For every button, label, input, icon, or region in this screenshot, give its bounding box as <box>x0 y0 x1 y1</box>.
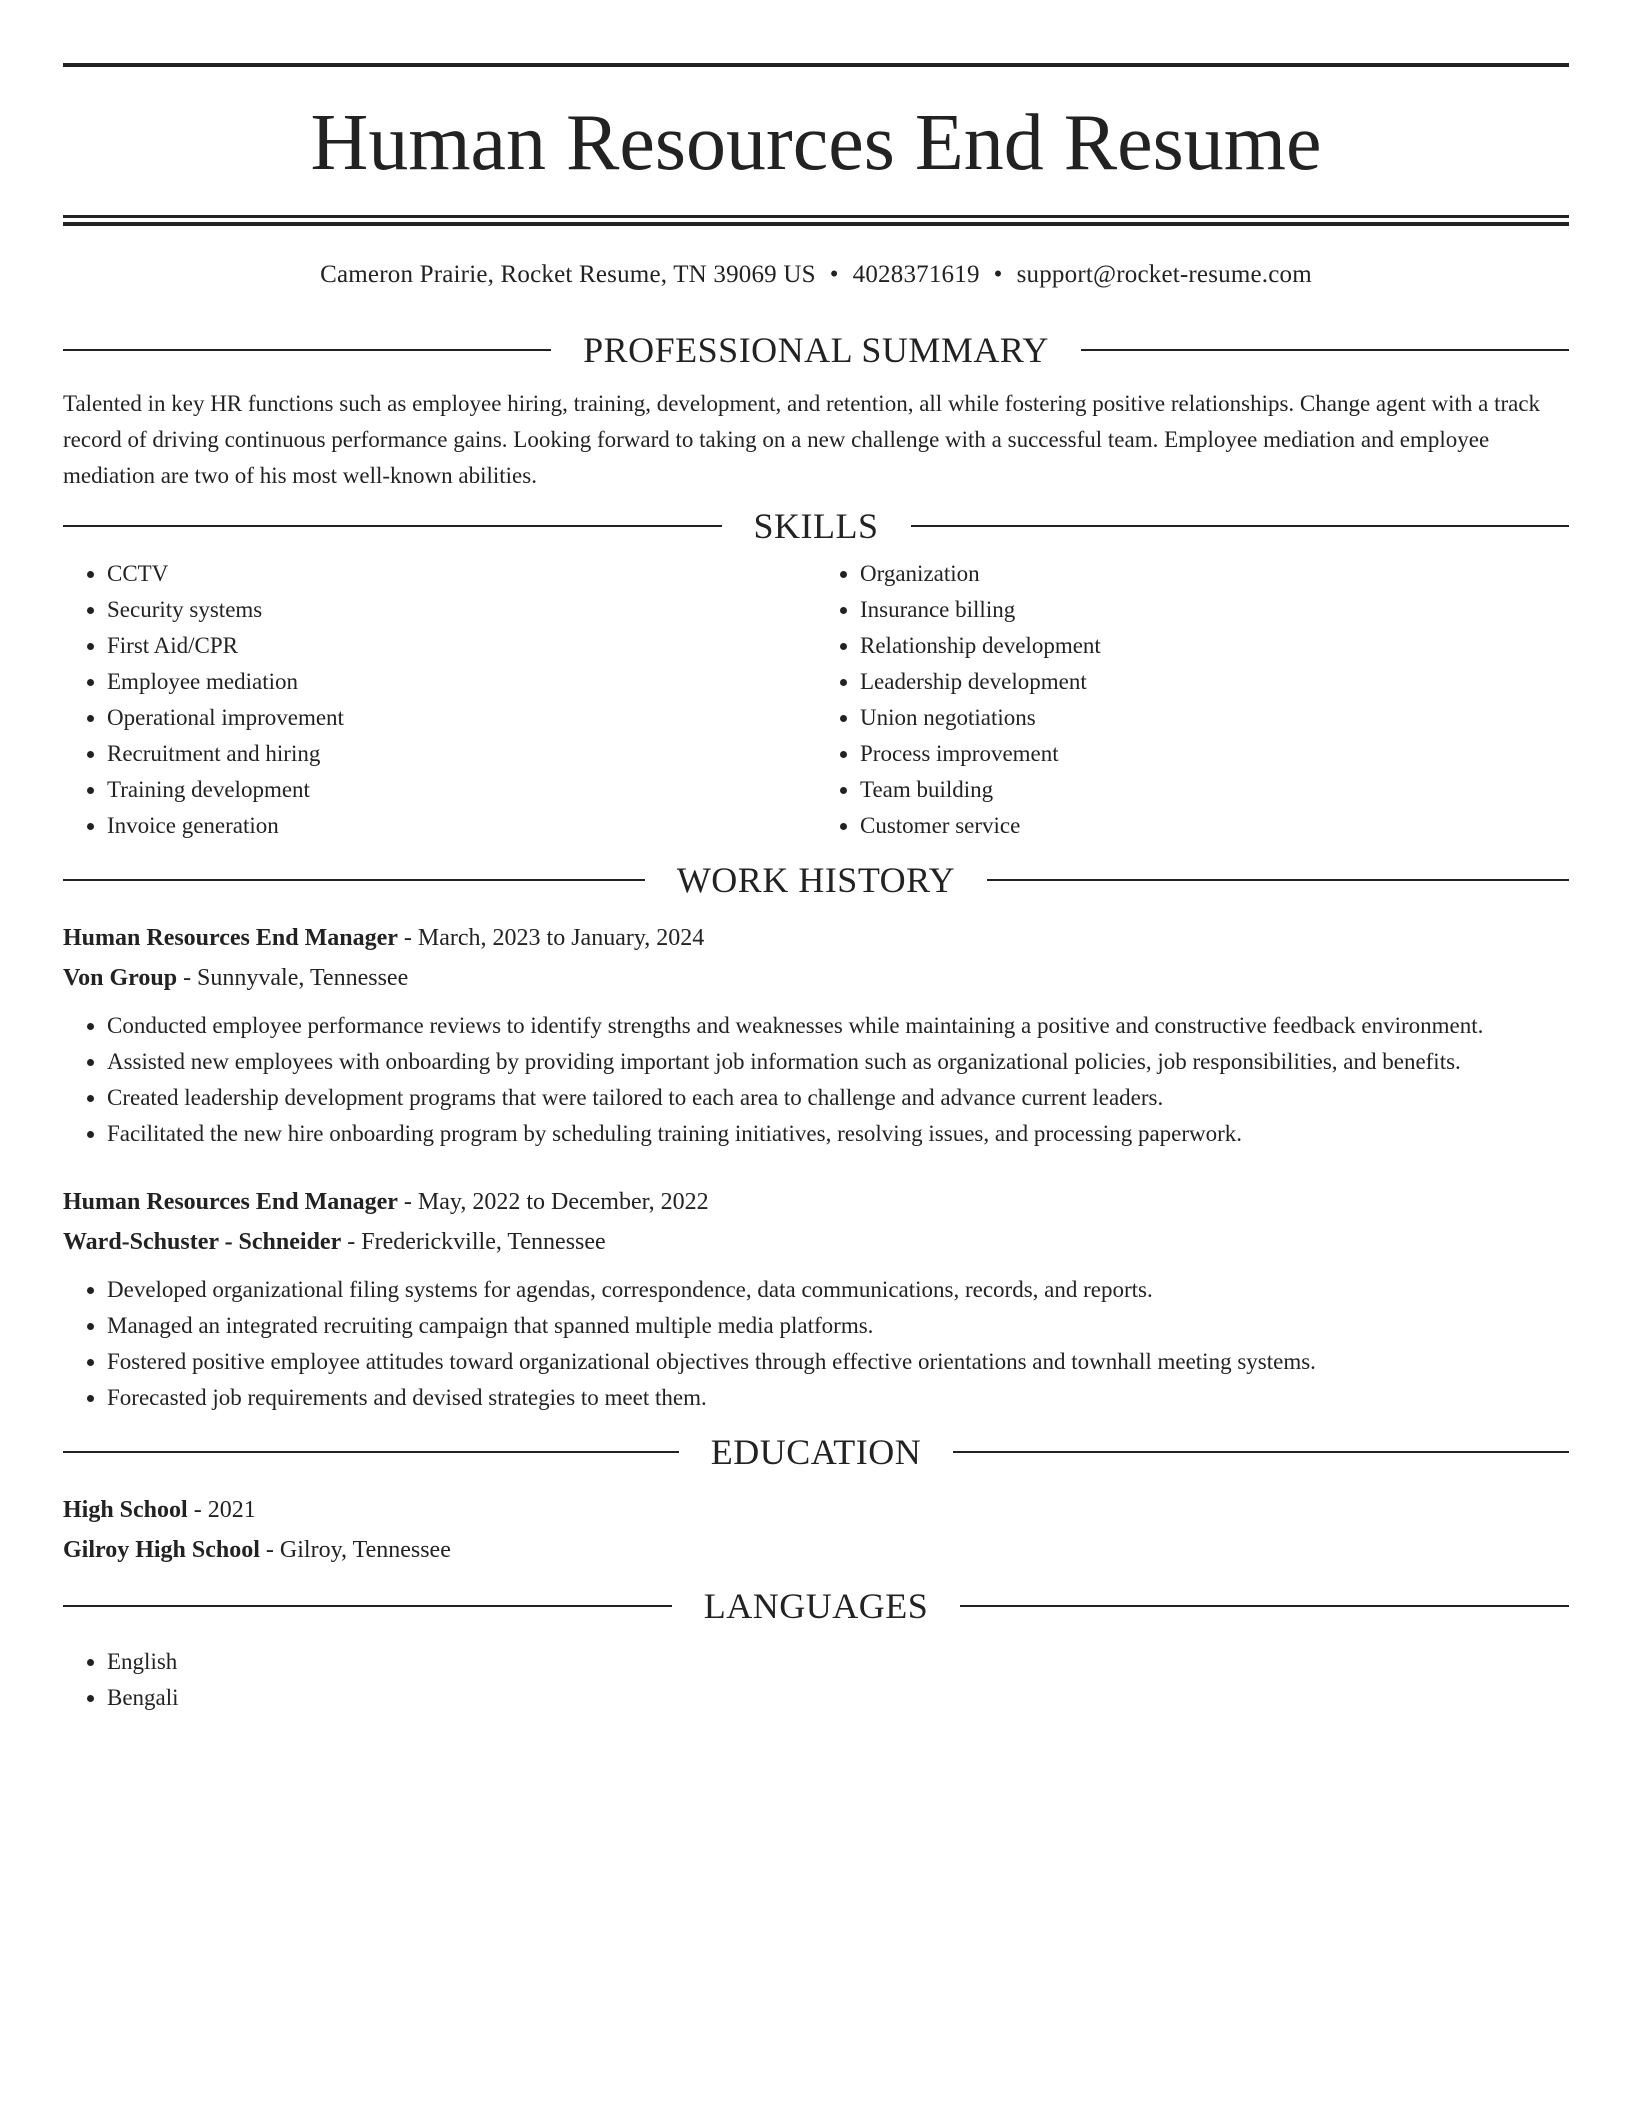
heading-rule-right <box>911 525 1570 527</box>
duty-item: • Conducted employee performance reviews to identify strengths and weaknesses while maintaining a positive and constructive feedback environment. <box>107 1008 1569 1044</box>
skill-item: • Team building <box>860 772 1569 808</box>
contact-address: Cameron Prairie, Rocket Resume, TN 39069 US <box>320 261 816 288</box>
job-entry <box>63 918 1569 1152</box>
duty-item: • Forecasted job requirements and devised strategies to meet them. <box>107 1380 1569 1416</box>
heading-rule-left <box>63 879 645 881</box>
section-title: SKILLS <box>753 506 879 546</box>
heading-rule-left <box>63 1451 679 1453</box>
job-dates: - May, 2022 to December, 2022 <box>397 1189 709 1215</box>
skills-list-right <box>816 556 1569 844</box>
education-entry <box>63 1490 1569 1570</box>
section-title: LANGUAGES <box>703 1586 929 1626</box>
section-title: EDUCATION <box>710 1432 922 1472</box>
heading-rule-left <box>63 349 551 351</box>
heading-rule-right <box>953 1451 1569 1453</box>
skill-item: • Process improvement <box>860 736 1569 772</box>
header-top-rule <box>63 63 1569 67</box>
job-entry <box>63 1182 1569 1416</box>
resume-title: Human Resources End Resume <box>310 99 1322 187</box>
skill-item: • Customer service <box>860 808 1569 844</box>
summary-text: Talented in key HR functions such as employee hiring, training, development, and retention, all while fostering positive relationships. Change agent with a track record of driving continuous performance gains. Looking forward to taking on a new challenge with a successful team. Employee mediation and employee mediation are two of his most well-known abilities. <box>63 391 1541 488</box>
education-location: - Gilroy, Tennessee <box>259 1537 451 1563</box>
contact-line <box>63 260 1569 290</box>
section-heading-work <box>63 858 1569 902</box>
job-duties <box>63 1272 1569 1416</box>
education-degree: High School <box>63 1497 188 1523</box>
skill-item: • Training development <box>107 772 816 808</box>
duty-item: • Created leadership development programs that were tailored to each area to challenge and advance current leaders. <box>107 1080 1569 1116</box>
skill-item: • First Aid/CPR <box>107 628 816 664</box>
language-item: • English <box>107 1644 1569 1680</box>
skill-item: • Recruitment and hiring <box>107 736 816 772</box>
skill-item: • Employee mediation <box>107 664 816 700</box>
heading-rule-left <box>63 1605 672 1607</box>
section-heading-education <box>63 1430 1569 1474</box>
section-heading-languages <box>63 1584 1569 1628</box>
heading-rule-right <box>1081 349 1569 351</box>
contact-email: support@rocket-resume.com <box>1016 261 1312 288</box>
duty-item: • Facilitated the new hire onboarding program by scheduling training initiatives, resolving issues, and processing paperwork. <box>107 1116 1569 1152</box>
languages-list <box>63 1644 1569 1716</box>
contact-phone: 4028371619 <box>852 261 980 288</box>
duty-item: • Developed organizational filing systems for agendas, correspondence, data communications, records, and reports. <box>107 1272 1569 1308</box>
job-dates: - March, 2023 to January, 2024 <box>397 925 705 951</box>
skills-columns <box>63 556 1569 844</box>
contact-separator: • <box>993 261 1003 288</box>
education-school: Gilroy High School <box>63 1537 260 1563</box>
job-company-line <box>63 958 1569 998</box>
job-title: Human Resources End Manager <box>63 925 398 951</box>
header-double-rule <box>63 215 1569 226</box>
section-title: WORK HISTORY <box>676 860 956 900</box>
contact-separator: • <box>829 261 839 288</box>
skill-item: • Operational improvement <box>107 700 816 736</box>
job-location: - Frederickville, Tennessee <box>341 1229 606 1255</box>
job-title-line <box>63 1182 1569 1222</box>
skill-item: • Relationship development <box>860 628 1569 664</box>
job-title-line <box>63 918 1569 958</box>
skill-item: • Invoice generation <box>107 808 816 844</box>
skill-item: • CCTV <box>107 556 816 592</box>
heading-rule-right <box>987 879 1569 881</box>
job-company: Ward-Schuster - Schneider <box>63 1229 342 1255</box>
heading-rule-left <box>63 525 722 527</box>
skill-item: • Leadership development <box>860 664 1569 700</box>
education-degree-line <box>63 1490 1569 1530</box>
duty-item: • Managed an integrated recruiting campaign that spanned multiple media platforms. <box>107 1308 1569 1344</box>
duty-item: • Fostered positive employee attitudes toward organizational objectives through effective orientations and townhall meeting systems. <box>107 1344 1569 1380</box>
skill-item: • Union negotiations <box>860 700 1569 736</box>
education-year: - 2021 <box>187 1497 256 1523</box>
section-title: PROFESSIONAL SUMMARY <box>583 330 1049 370</box>
skills-list-left <box>63 556 816 844</box>
language-item: • Bengali <box>107 1680 1569 1716</box>
skill-item: • Insurance billing <box>860 592 1569 628</box>
job-company-line <box>63 1222 1569 1262</box>
job-duties <box>63 1008 1569 1152</box>
job-company: Von Group <box>63 965 178 991</box>
section-heading-summary <box>63 328 1569 372</box>
section-heading-skills <box>63 504 1569 548</box>
job-location: - Sunnyvale, Tennessee <box>177 965 409 991</box>
education-school-line <box>63 1530 1569 1570</box>
heading-rule-right <box>960 1605 1569 1607</box>
skill-item: • Organization <box>860 556 1569 592</box>
duty-item: • Assisted new employees with onboarding by providing important job information such as organizational policies, job responsibilities, and benefits. <box>107 1044 1569 1080</box>
job-title: Human Resources End Manager <box>63 1189 398 1215</box>
skill-item: • Security systems <box>107 592 816 628</box>
